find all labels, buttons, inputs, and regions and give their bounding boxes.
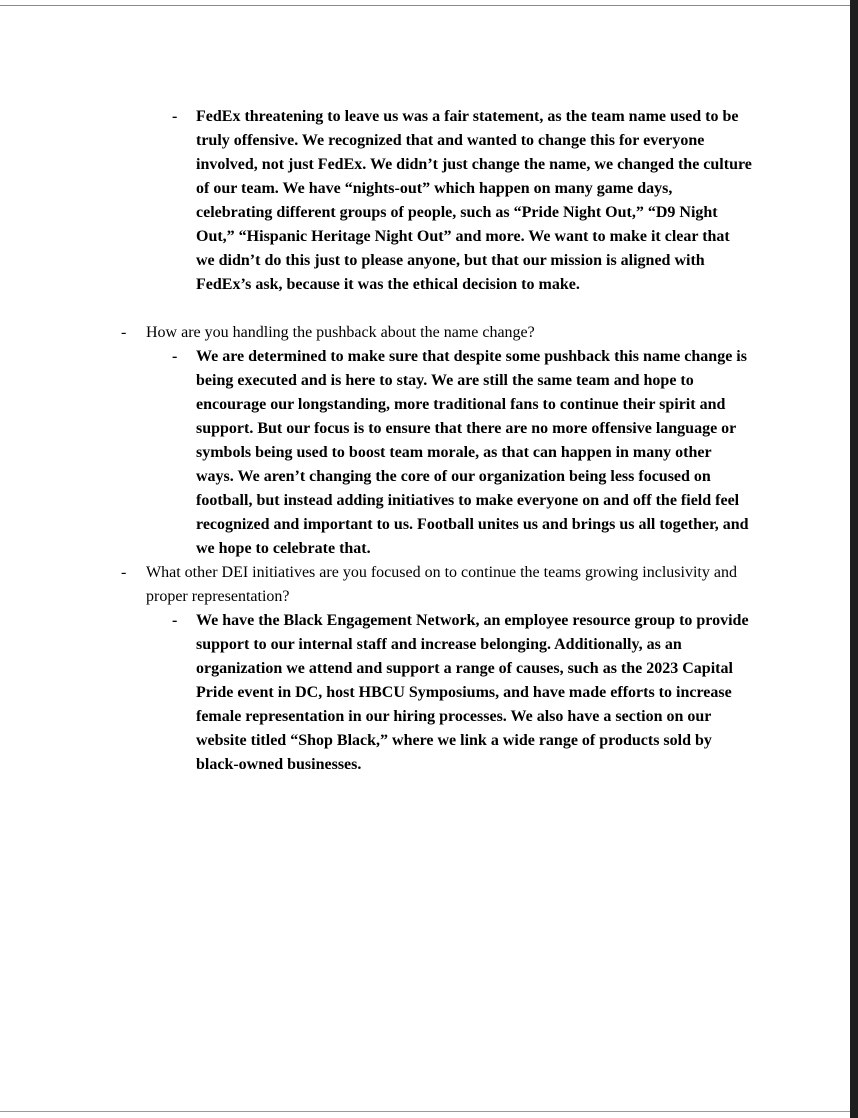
question-2-bullet: - (121, 324, 127, 341)
question-2 (121, 321, 751, 345)
answer-1-text: FedEx threatening to leave us was a fair statement, as the team name used to be truly offensive. We recognized that and wanted to change this for everyone involved, not just FedEx. We didn’t just change the name, we changed the culture of our team. We have “nights-out” which happen on many game days, celebrating different groups of people, such as “Pride Night Out,” “D9 Night Out,” “Hispanic Heritage Night Out” and more. We want to make it clear that we didn’t do this just to please anyone, but that our mission is aligned with FedEx’s ask, because it was the ethical decision to make. (196, 108, 752, 293)
answer-3-text: We have the Black Engagement Network, an employee resource group to provide support to our internal staff and increase belonging. Additionally, as an organization we attend and support a range of causes, such as the 2023 Capital Pride event in DC, host HBCU Symposiums, and have made efforts to increase female representation in our hiring processes. We also have a section on our website titled “Shop Black,” where we link a wide range of products sold by black-owned businesses. (196, 612, 749, 773)
answer-1 (172, 105, 752, 297)
window-right-edge (850, 0, 858, 1118)
question-2-text: How are you handling the pushback about the name change? (146, 324, 535, 341)
answer-2 (172, 345, 752, 561)
answer-3-bullet: - (172, 612, 178, 629)
question-3-bullet: - (121, 564, 127, 581)
question-3-text: What other DEI initiatives are you focused on to continue the teams growing inclusivity and proper representation? (146, 564, 737, 605)
answer-2-bullet: - (172, 348, 178, 365)
answer-1-bullet: - (172, 108, 178, 125)
answer-2-text: We are determined to make sure that despite some pushback this name change is being executed and is here to stay. We are still the same team and hope to encourage our longstanding, more traditional fans to continue their spirit and support. But our focus is to ensure that there are no more offensive language or symbols being used to boost team morale, as that can happen in many other ways. We aren’t changing the core of our organization being less focused on football, but instead adding initiatives to make everyone on and off the field feel recognized and important to us. Football unites us and brings us all together, and we hope to celebrate that. (196, 348, 749, 557)
bottom-divider (0, 1111, 858, 1112)
answer-3 (172, 609, 752, 777)
question-3 (121, 561, 751, 609)
